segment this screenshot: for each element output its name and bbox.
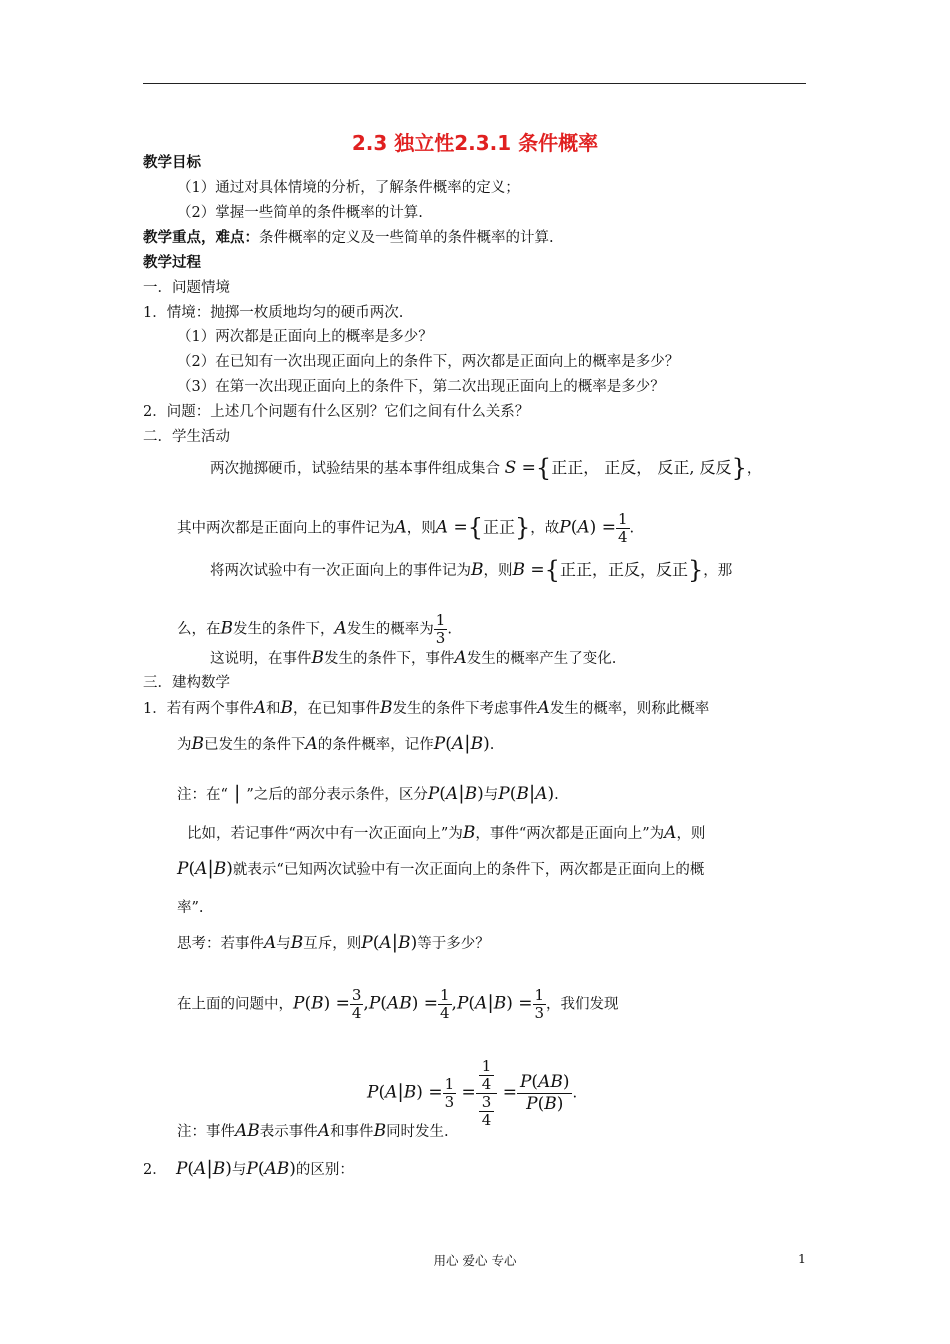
goals-heading: 教学目标 <box>143 155 201 171</box>
event-b-text: 将两次试验中有一次正面向上的事件记为 <box>210 563 471 579</box>
findings-line: 在上面的问题中，P(B) = $\frac{3}{4}$ ,P(AB) = $\frac{1}{4}$ ,P(A|B) = $\frac{1}{3}$ ，我们发现 <box>177 986 619 1022</box>
event-a-text: 其中两次都是正面向上的事件记为 <box>177 520 395 537</box>
keypoints-text: 条件概率的定义及一些简单的条件概率的计算. <box>259 230 554 246</box>
keypoints-label: 教学重点，难点： <box>143 230 259 246</box>
fraction-one-quarter: $\frac{1}{4}$ <box>617 510 628 546</box>
event-a-line: 其中两次都是正面向上的事件记为A，则A ={正正}，故P(A) = $\frac{1}{4}$ . <box>177 510 635 546</box>
page-title: 2.3 独立性2.3.1 条件概率 <box>351 131 599 155</box>
event-b-line: 将两次试验中有一次正面向上的事件记为B，则B ={正正，正反，反正}，那 <box>210 556 733 584</box>
think-line: 思考：若事件A与B互斥，则P(A|B)等于多少？ <box>177 931 490 953</box>
sample-space-text: 两次抛掷硬币，试验结果的基本事件组成集合 <box>210 461 500 477</box>
section1-heading: 一．问题情境 <box>143 280 230 296</box>
example-line-1: 比如，若记事件“两次中有一次正面向上”为B，事件“两次都是正面向上”为A，则 <box>187 823 706 843</box>
set-b-contents: 正正，正反，反正 <box>559 560 688 579</box>
set-s-symbol: S <box>504 458 517 478</box>
definition-line-2: 为B已发生的条件下A的条件概率，记作P(A|B). <box>177 732 495 754</box>
compound-fraction: $\frac{\frac{1}{4}}{\frac{3}{4}}$ <box>476 1058 498 1129</box>
item-2-line: 2． P(A|B)与P(AB)的区别： <box>143 1157 354 1179</box>
example-line-2: P(A|B)就表示“已知两次试验中有一次正面向上的条件下，两次都是正面向上的概 <box>177 857 705 879</box>
set-s-contents: 正正， 正反， 反正, 反反 <box>551 458 732 477</box>
example-line-3: 率”. <box>177 900 204 916</box>
page-number: 1 <box>798 1251 806 1266</box>
process-heading: 教学过程 <box>143 255 201 271</box>
note-2-line: 注：事件AB表示事件A和事件B同时发生. <box>177 1121 449 1141</box>
question-2: （2）在已知有一次出现正面向上的条件下，两次都是正面向上的概率是多少？ <box>177 354 680 370</box>
explanation-line: 这说明，在事件B发生的条件下，事件A发生的概率产生了变化. <box>210 648 617 668</box>
fraction-one-third: $\frac{1}{3}$ <box>435 611 446 647</box>
definition-line-1: 1．若有两个事件A和B，在已知事件B发生的条件下考虑事件A发生的概率，则称此概率 <box>143 698 710 718</box>
header-rule <box>143 83 806 84</box>
question-3: （3）在第一次出现正面向上的条件下，第二次出现正面向上的概率是多少？ <box>177 379 665 395</box>
set-a-contents: 正正 <box>483 517 516 537</box>
section1-problem: 2．问题：上述几个问题有什么区别？它们之间有什么关系？ <box>143 404 530 420</box>
goal-item-2: （2）掌握一些简单的条件概率的计算. <box>177 205 423 221</box>
question-1: （1）两次都是正面向上的概率是多少？ <box>177 329 433 345</box>
conditional-formula: P(A|B) = $\frac{1}{3}$ = $\frac{\frac{1}{4}}{\frac{3}{4}}$ = $\frac{P(AB)}{P(B)}$ . <box>367 1057 578 1129</box>
goal-item-1: （1）通过对具体情境的分析，了解条件概率的定义； <box>177 180 520 196</box>
note-1-line: 注：在“ | ”之后的部分表示条件，区分P(A|B)与P(B|A). <box>177 782 559 804</box>
section3-heading: 三．建构数学 <box>143 675 230 691</box>
section2-heading: 二．学生活动 <box>143 429 230 445</box>
section1-situation: 1．情境：抛掷一枚质地均匀的硬币两次. <box>143 305 404 321</box>
sample-space-line: 两次抛掷硬币，试验结果的基本事件组成集合 S ={正正， 正反， 反正, 反反}， <box>210 454 762 482</box>
keypoints-line <box>143 228 554 248</box>
page-footer: 用心 爱心 专心 <box>433 1253 517 1268</box>
conditional-prob-line: 么，在B发生的条件下，A发生的概率为 $\frac{1}{3}$ . <box>177 611 452 647</box>
